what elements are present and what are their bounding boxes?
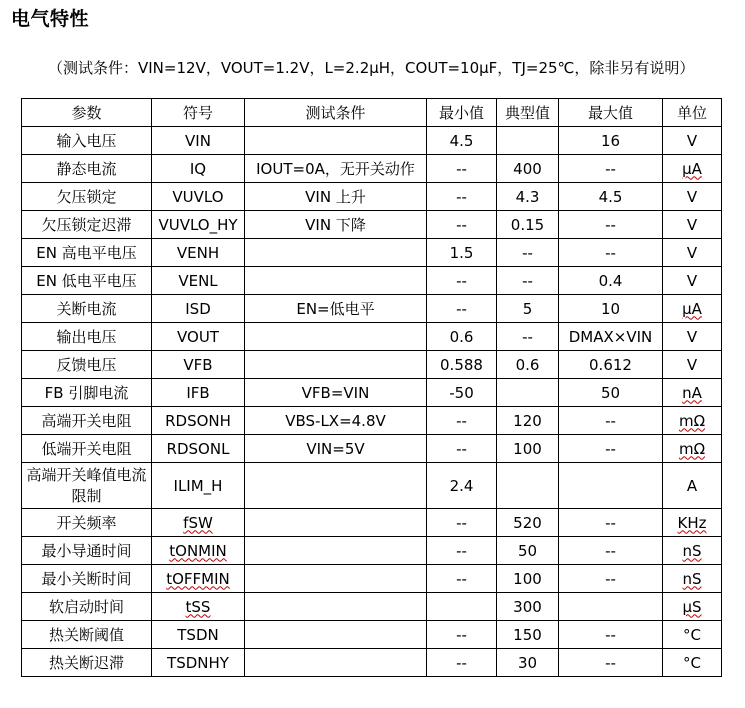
table-row: [22, 593, 722, 621]
cell-condition: [245, 351, 427, 379]
header-condition: 测试条件: [245, 99, 427, 127]
cell-symbol: TSDN: [152, 621, 245, 649]
cell-min: 0.588: [427, 351, 497, 379]
cell-condition: [245, 323, 427, 351]
cell-typ: 5: [497, 295, 559, 323]
cell-unit: μA: [663, 155, 722, 183]
cell-typ: [497, 379, 559, 407]
cell-condition: [245, 537, 427, 565]
cell-typ: 520: [497, 509, 559, 537]
cell-typ: 0.6: [497, 351, 559, 379]
cell-symbol: IFB: [152, 379, 245, 407]
cell-param: 热关断阈值: [22, 621, 152, 649]
cell-typ: 100: [497, 565, 559, 593]
cell-param: 最小导通时间: [22, 537, 152, 565]
cell-max: --: [559, 239, 663, 267]
cell-param: 高端开关电阻: [22, 407, 152, 435]
electrical-characteristics-table: [21, 98, 722, 677]
cell-unit: nA: [663, 379, 722, 407]
cell-unit: V: [663, 183, 722, 211]
table-row: [22, 295, 722, 323]
cell-symbol: ILIM_H: [152, 463, 245, 509]
cell-max: --: [559, 565, 663, 593]
table-row: [22, 537, 722, 565]
cell-symbol: RDSONL: [152, 435, 245, 463]
cell-max: --: [559, 537, 663, 565]
cell-typ: --: [497, 239, 559, 267]
cell-unit: KHz: [663, 509, 722, 537]
cell-unit: V: [663, 239, 722, 267]
cell-param: 低端开关电阻: [22, 435, 152, 463]
cell-symbol: VUVLO: [152, 183, 245, 211]
cell-param: 输入电压: [22, 127, 152, 155]
cell-param: 静态电流: [22, 155, 152, 183]
cell-min: --: [427, 435, 497, 463]
cell-unit: V: [663, 323, 722, 351]
cell-condition: VFB=VIN: [245, 379, 427, 407]
cell-max: 16: [559, 127, 663, 155]
cell-unit: nS: [663, 537, 722, 565]
cell-param: 热关断迟滞: [22, 649, 152, 677]
table-row: [22, 649, 722, 677]
cell-condition: [245, 565, 427, 593]
cell-condition: [245, 267, 427, 295]
cell-typ: 400: [497, 155, 559, 183]
cell-param: 欠压锁定: [22, 183, 152, 211]
cell-typ: --: [497, 323, 559, 351]
section-title: 电气特性: [11, 8, 90, 30]
cell-symbol: VOUT: [152, 323, 245, 351]
cell-max: 0.612: [559, 351, 663, 379]
cell-condition: [245, 463, 427, 509]
cell-condition: VIN 下降: [245, 211, 427, 239]
cell-condition: [245, 593, 427, 621]
cell-min: 4.5: [427, 127, 497, 155]
cell-min: --: [427, 295, 497, 323]
cell-param: 最小关断时间: [22, 565, 152, 593]
cell-min: --: [427, 267, 497, 295]
header-min: 最小值: [427, 99, 497, 127]
cell-condition: EN=低电平: [245, 295, 427, 323]
cell-unit: V: [663, 351, 722, 379]
cell-min: --: [427, 407, 497, 435]
cell-symbol: RDSONH: [152, 407, 245, 435]
cell-symbol: VUVLO_HY: [152, 211, 245, 239]
cell-condition: VBS-LX=4.8V: [245, 407, 427, 435]
cell-max: 10: [559, 295, 663, 323]
cell-symbol: VENH: [152, 239, 245, 267]
cell-min: --: [427, 509, 497, 537]
cell-symbol: VFB: [152, 351, 245, 379]
cell-typ: --: [497, 267, 559, 295]
cell-param: 关断电流: [22, 295, 152, 323]
cell-max: DMAX×VIN: [559, 323, 663, 351]
cell-max: --: [559, 155, 663, 183]
cell-unit: V: [663, 267, 722, 295]
table-row: [22, 463, 722, 509]
cell-param: 软启动时间: [22, 593, 152, 621]
cell-unit: nS: [663, 565, 722, 593]
cell-typ: [497, 463, 559, 509]
cell-param: 反馈电压: [22, 351, 152, 379]
header-symbol: 符号: [152, 99, 245, 127]
cell-condition: [245, 127, 427, 155]
cell-unit: mΩ: [663, 435, 722, 463]
cell-typ: 300: [497, 593, 559, 621]
table-row: [22, 565, 722, 593]
cell-max: --: [559, 621, 663, 649]
cell-min: --: [427, 649, 497, 677]
cell-typ: 0.15: [497, 211, 559, 239]
cell-max: --: [559, 407, 663, 435]
cell-condition: IOUT=0A，无开关动作: [245, 155, 427, 183]
cell-typ: [497, 127, 559, 155]
cell-min: --: [427, 211, 497, 239]
cell-symbol: tOFFMIN: [152, 565, 245, 593]
table-row: [22, 155, 722, 183]
cell-condition: [245, 649, 427, 677]
cell-symbol: tSS: [152, 593, 245, 621]
cell-param: EN 高电平电压: [22, 239, 152, 267]
cell-param: 输出电压: [22, 323, 152, 351]
table-row: [22, 211, 722, 239]
table-row: [22, 183, 722, 211]
cell-min: 1.5: [427, 239, 497, 267]
table-row: [22, 621, 722, 649]
cell-min: -50: [427, 379, 497, 407]
cell-symbol: ISD: [152, 295, 245, 323]
table-row: [22, 351, 722, 379]
cell-min: --: [427, 155, 497, 183]
cell-max: --: [559, 211, 663, 239]
cell-param: 开关频率: [22, 509, 152, 537]
cell-typ: 150: [497, 621, 559, 649]
cell-max: [559, 463, 663, 509]
table-header-row: [22, 99, 722, 127]
test-conditions-note: （测试条件：VIN=12V，VOUT=1.2V，L=2.2μH，COUT=10μF，TJ=25℃，除非另有说明）: [48, 59, 695, 77]
header-unit: 单位: [663, 99, 722, 127]
cell-symbol: tONMIN: [152, 537, 245, 565]
cell-min: --: [427, 565, 497, 593]
cell-symbol: fSW: [152, 509, 245, 537]
header-param: 参数: [22, 99, 152, 127]
table-row: [22, 509, 722, 537]
cell-condition: [245, 621, 427, 649]
cell-param: FB 引脚电流: [22, 379, 152, 407]
cell-max: --: [559, 435, 663, 463]
header-typ: 典型值: [497, 99, 559, 127]
cell-typ: 4.3: [497, 183, 559, 211]
cell-symbol: VIN: [152, 127, 245, 155]
table-row: [22, 267, 722, 295]
cell-min: --: [427, 183, 497, 211]
cell-condition: VIN=5V: [245, 435, 427, 463]
header-max: 最大值: [559, 99, 663, 127]
cell-max: 4.5: [559, 183, 663, 211]
cell-symbol: VENL: [152, 267, 245, 295]
cell-typ: 100: [497, 435, 559, 463]
cell-unit: μA: [663, 295, 722, 323]
cell-unit: V: [663, 211, 722, 239]
cell-typ: 120: [497, 407, 559, 435]
cell-max: --: [559, 509, 663, 537]
cell-min: 0.6: [427, 323, 497, 351]
cell-unit: °C: [663, 621, 722, 649]
cell-typ: 50: [497, 537, 559, 565]
cell-unit: μS: [663, 593, 722, 621]
cell-condition: VIN 上升: [245, 183, 427, 211]
cell-param: 欠压锁定迟滞: [22, 211, 152, 239]
cell-unit: A: [663, 463, 722, 509]
cell-unit: °C: [663, 649, 722, 677]
cell-param: 高端开关峰值电流限制: [22, 463, 152, 509]
cell-max: [559, 593, 663, 621]
cell-max: 50: [559, 379, 663, 407]
cell-min: --: [427, 537, 497, 565]
cell-min: [427, 593, 497, 621]
table-row: [22, 379, 722, 407]
cell-min: --: [427, 621, 497, 649]
cell-unit: mΩ: [663, 407, 722, 435]
table-row: [22, 323, 722, 351]
table-row: [22, 407, 722, 435]
cell-symbol: TSDNHY: [152, 649, 245, 677]
cell-condition: [245, 509, 427, 537]
table-row: [22, 435, 722, 463]
table-row: [22, 239, 722, 267]
table-row: [22, 127, 722, 155]
cell-param: EN 低电平电压: [22, 267, 152, 295]
cell-unit: V: [663, 127, 722, 155]
cell-condition: [245, 239, 427, 267]
cell-symbol: IQ: [152, 155, 245, 183]
cell-max: --: [559, 649, 663, 677]
cell-min: 2.4: [427, 463, 497, 509]
cell-max: 0.4: [559, 267, 663, 295]
cell-typ: 30: [497, 649, 559, 677]
